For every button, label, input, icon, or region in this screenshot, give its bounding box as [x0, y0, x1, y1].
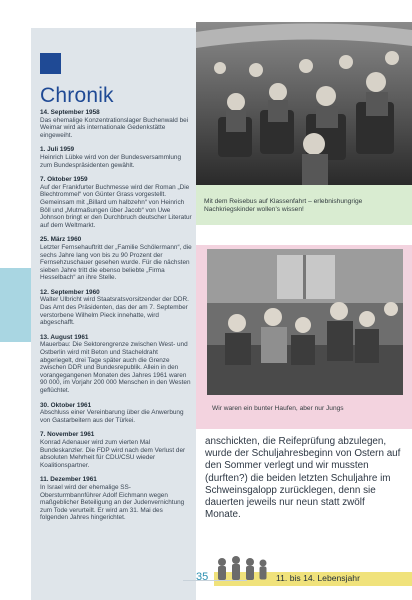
chronicle-entry [40, 146, 192, 169]
chronicle-list [40, 109, 192, 529]
entry-date: 30. Oktober 1961 [40, 401, 92, 409]
entry-date: 13. August 1961 [40, 333, 89, 341]
entry-text: Auf der Frankfurter Buchmesse wird der Roman „Die Blechtrommel“ von Günter Grass vorgestellt. Gemeinsam mit „Billard um halbzehn“ von Heinrich Böll und „Mutmaßungen über Jacob“ von Uwe Johnson bringt er den Durchbruch deutscher Literatur auf dem Weltmarkt. [40, 183, 192, 229]
entry-date: 12. September 1960 [40, 288, 100, 296]
section-square-marker [40, 53, 61, 74]
page-title: Chronik [40, 84, 114, 107]
entry-date: 25. März 1960 [40, 236, 82, 244]
group-of-boys-image [207, 249, 403, 395]
page-number: 35 [196, 571, 209, 583]
bus-trip-photo [196, 22, 412, 185]
bus-photo-caption: Mit dem Reisebus auf Klassenfahrt – erlebnishungrige Nachkriegskinder wollen's wissen! [204, 198, 363, 213]
entry-text: Das ehemalige Konzentrationslager Buchenwald bei Weimar wird als internationale Gedenkstätte eingeweiht. [40, 116, 189, 139]
body-text-column [205, 436, 401, 521]
entry-date: 14. September 1958 [40, 109, 100, 116]
chronicle-entry [40, 402, 192, 425]
entry-text: Konrad Adenauer wird zum vierten Mal Bundeskanzler. Die FDP wird nach dem Verlust der absoluten Mehrheit für CDU/CSU wieder Koalitionspartner. [40, 438, 186, 469]
chronicle-entry [40, 289, 192, 327]
entry-text: Letzter Fernsehauftritt der „Familie Schölermann“, die sechs Jahre lang von bis zu 90 Prozent der Fernsehzuschauer gesehen wurde. Für die nächsten sieben Jahre tritt die ebenso beliebte „Firma Hesselbach“ an ihre Stelle. [40, 243, 192, 282]
chronicle-entry [40, 334, 192, 395]
chapter-label: 11. bis 14. Lebensjahr [276, 573, 360, 583]
entry-text: Walter Ulbricht wird Staatsratsvorsitzender der DDR. Das Amt des Präsidenten, das der am 7. September verstorbene Wilhelm Pieck innehatte, wird abgeschafft. [40, 296, 189, 327]
body-paragraph: anschickten, die Reifeprüfung abzulegen, wurde der Schuljahresbeginn von Ostern auf den Sommer verlegt und wir mussten (durften?) die beiden letzten Schuljahre im Schweinsgalopp zurücklegen, denn sie dauerten jeweils nur neun statt zwölf Monate. [205, 436, 401, 521]
entry-date: 7. November 1961 [40, 431, 95, 439]
margin-color-strip [0, 268, 31, 342]
chronicle-entry [40, 176, 192, 229]
entry-date: 11. Dezember 1961 [40, 476, 97, 484]
group-photo-caption: Wir waren ein bunter Haufen, aber nur Jungs [212, 405, 344, 412]
bus-trip-image [196, 22, 412, 185]
chronicle-entry [40, 431, 192, 469]
chronicle-entry [40, 476, 192, 522]
entry-text: In Israel wird der ehemalige SS-Obersturmbannführer Adolf Eichmann wegen maßgeblicher Beteiligung an der Judenvernichtung zum Tode verurteilt. Er wird am 31. Mai des folgenden Jahres hingerichtet. [40, 483, 185, 522]
chronicle-entry [40, 236, 192, 282]
entry-text: Heinrich Lübke wird von der Bundesversammlung zum Bundespräsidenten gewählt. [40, 153, 182, 169]
children-group-icon [212, 554, 272, 586]
entry-text: Mauerbau: Die Sektorengrenze zwischen West- und Ostberlin wird mit Beton und Stacheldraht abgeriegelt, drei Tage später auch die Grenze zwischen DDR und Bundesrepublik. Allein in den vorangegangenen Monaten des Jahres 1961 waren 90 000, im Vorjahr 200 000 Menschen in den Westen geflüchtet. [40, 341, 191, 394]
entry-date: 7. Oktober 1959 [40, 176, 88, 184]
group-of-boys-photo [207, 249, 403, 395]
entry-text: Abschluss einer Vereinbarung über die Anwerbung von Gastarbeitern aus der Türkei. [40, 409, 184, 424]
chronicle-entry [40, 109, 192, 139]
entry-date: 1. Juli 1959 [40, 146, 75, 154]
